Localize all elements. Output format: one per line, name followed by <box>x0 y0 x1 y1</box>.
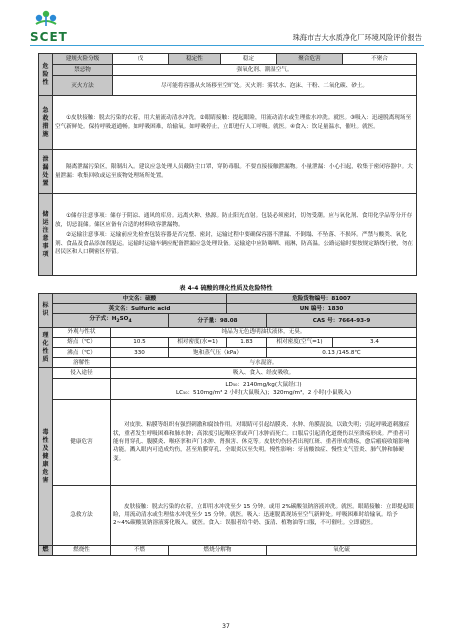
first-aid-method-value: 皮肤接触：脱去污染的衣着，立即用水冲洗至少 15 分钟。或用 2%碳酸氢钠溶液冲洗。就医。眼睛接触：立即提起眼睑，用流动清水或生理盐水冲洗至少 15 分钟。就医。吸入：迅速脱离现场至空气新鲜处。呼吸困难时给输氧。给予 2~4%碳酸氢钠溶液雾化吸入。就医。食入：误服者给牛奶、蛋清、植物油等口服，不可催吐。立即就医。 <box>111 485 417 545</box>
page-number: 37 <box>222 623 230 630</box>
flammability-label: 燃烧性 <box>53 545 111 555</box>
health-hazard-value: 对皮肤、粘膜等组织有强烈刺激和腐蚀作用。对眼睛可引起结膜炎、水肿、角膜混浊，以致失明；引起呼吸道刺激症状，重者发生呼吸困难和肺水肿；高浓度引起喉痉挛或声门水肿而死亡。口服后引起消化道烧伤以至溃疡形成。严重者可能有胃穿孔、腹膜炎、喉痉挛和声门水肿、肾损害、休克等。皮肤灼伤轻者出现红斑、重者形成溃疡，愈后瘢痕收缩影响功能。溅入眼内可造成灼伤，甚至角膜穿孔、全眼炎以至失明。慢性影响：牙齿酸蚀症、慢性支气管炎、肺气肿和肺硬变。 <box>111 399 417 485</box>
vapor-pressure-label: 饱和蒸气压（kPa） <box>169 348 267 358</box>
id-side-label: 标识 <box>39 294 53 328</box>
first-aid-side-label: 急救措施 <box>39 96 53 150</box>
polymerization-value: 不聚合 <box>343 54 417 65</box>
molecular-weight: 分子量：98.08 <box>169 314 267 327</box>
first-aid-method-label: 急救方法 <box>53 485 111 545</box>
table-caption: 表 4-4 硫酸的理化性质及危险特性 <box>179 285 273 292</box>
un-number: UN 编号：1830 <box>227 304 417 314</box>
stability-label: 稳定性 <box>169 54 221 65</box>
formula: 分子式：$H_2SO_4$ <box>53 314 169 327</box>
incompatible-value: 强氧化剂、潮湿空气。 <box>113 65 417 76</box>
stability-value: 稳定 <box>221 54 277 65</box>
fire-class-label: 建规火险分级 <box>53 54 113 65</box>
boiling-point-label: 沸点（℃） <box>53 348 111 358</box>
appearance-value: 纯品为无色透明油状液体，无臭。 <box>111 327 417 337</box>
cn-name: 中文名：硫酸 <box>53 294 227 304</box>
route-value: 吸入、食入、经皮吸收。 <box>111 368 417 378</box>
melting-point-label: 熔点（℃） <box>53 337 111 347</box>
header-divider <box>30 45 424 46</box>
flammability-value: 不燃 <box>111 545 169 555</box>
fire-side-label: 燃 <box>39 545 53 555</box>
phys-side-label: 理化性质 <box>39 327 53 368</box>
rel-density-air-value: 3.4 <box>333 337 417 347</box>
toxicity-cell <box>111 378 417 399</box>
health-hazard-label: 健康危害 <box>53 399 111 485</box>
melting-point-value: 10.5 <box>111 337 169 347</box>
polymerization-label: 聚合危害 <box>277 54 343 65</box>
page-header <box>30 8 424 46</box>
appearance-label: 外观与性状 <box>53 327 111 337</box>
hazard-side-label: 危险性 <box>39 54 53 96</box>
sulfuric-acid-table <box>38 293 417 556</box>
toxicity-label-cell <box>53 378 111 399</box>
rel-density-water-value: 1.83 <box>227 337 267 347</box>
storage-text-2: ②运输注意事项：运输前应先检查包装容器是否完整、密封，运输过程中要确保容器不泄漏、不倒塌、不坠落、不损坏。严禁与酸类、氧化剂、食品及食品添加剂混运。运输时运输车辆应配备泄漏应急处理设备。运输途中应防曝晒、雨淋，防高温。公路运输时要按规定路线行驶，勿在居民区和人口稠密区停留。 <box>55 232 414 256</box>
spill-side-label: 泄漏处置 <box>39 150 53 194</box>
company-logo-text: SCET <box>30 30 68 44</box>
fire-class-value: 戊 <box>113 54 169 65</box>
lc50-value: LC₅₀：510mg/m³ 2 小时(大鼠吸入)；320mg/m³，2 小时(小鼠吸入) <box>175 389 352 396</box>
health-side-label: 毒性及健康危害 <box>39 368 53 545</box>
hazard-number: 危险货物编号：81007 <box>227 294 417 304</box>
route-label: 侵入途径 <box>53 368 111 378</box>
ld50-value: LD₅₀：2140mg/kg(大鼠经口) <box>225 381 302 388</box>
solubility-value: 与水混溶。 <box>111 358 417 368</box>
boiling-point-value: 330 <box>111 348 169 358</box>
spill-text: 隔离泄漏污染区，限制出入。建议应急处理人员戴防尘口罩，穿防毒服。不要直接接触泄漏物。小量泄漏：小心扫起，收集于密闭容器中。大量泄漏：收集回收或运至废物处理场所处置。 <box>53 150 417 194</box>
storage-side-label: 储运注意事项 <box>39 194 53 276</box>
report-title: 珠海市吉大水质净化厂环境风险评价报告 <box>292 33 422 42</box>
solubility-label: 溶解性 <box>53 358 111 368</box>
decomposition-value: 氧化硫 <box>267 545 417 555</box>
en-name: 英文名：Sulfuric acid <box>53 304 227 314</box>
first-aid-text: ①皮肤接触：脱去污染的衣着，用大量流动清水冲洗。②眼睛接触：提起眼睑，用流动清水或生理盐水冲洗。就医。③吸入：迅速脱离现场至空气新鲜处。保持呼吸道通畅。如呼吸困难，给输氧。如呼吸停止，立即进行人工呼吸。就医。④食入：饮足量温水，催吐。就医。 <box>53 96 417 150</box>
rel-density-water-label: 相对密度(水=1) <box>169 337 227 347</box>
decomposition-label: 燃烧分解物 <box>169 545 267 555</box>
extinguish-value: 尽可能将容器从火场移至空旷处。灭火剂：雾状水、泡沫、干粉、二氧化碳、砂土。 <box>113 76 417 96</box>
rel-density-air-label: 相对密度(空气=1) <box>267 337 333 347</box>
cas-number: CAS 号：7664-93-9 <box>267 314 417 327</box>
storage-text-1: ①储存注意事项：储存于阴凉、通风的库房。远离火种、热源。防止阳光直射。包装必须密封，切勿受潮。应与氧化剂、食用化学品等分开存放，切忌混储。储区应备有合适的材料收容泄漏物。 <box>55 213 413 228</box>
storage-cell <box>53 194 417 276</box>
incompatible-label: 禁忌物 <box>53 65 113 76</box>
vapor-pressure-value: 0.13 /145.8℃ <box>267 348 417 358</box>
extinguish-label: 灭火方法 <box>53 76 113 96</box>
hazard-table <box>38 53 417 276</box>
